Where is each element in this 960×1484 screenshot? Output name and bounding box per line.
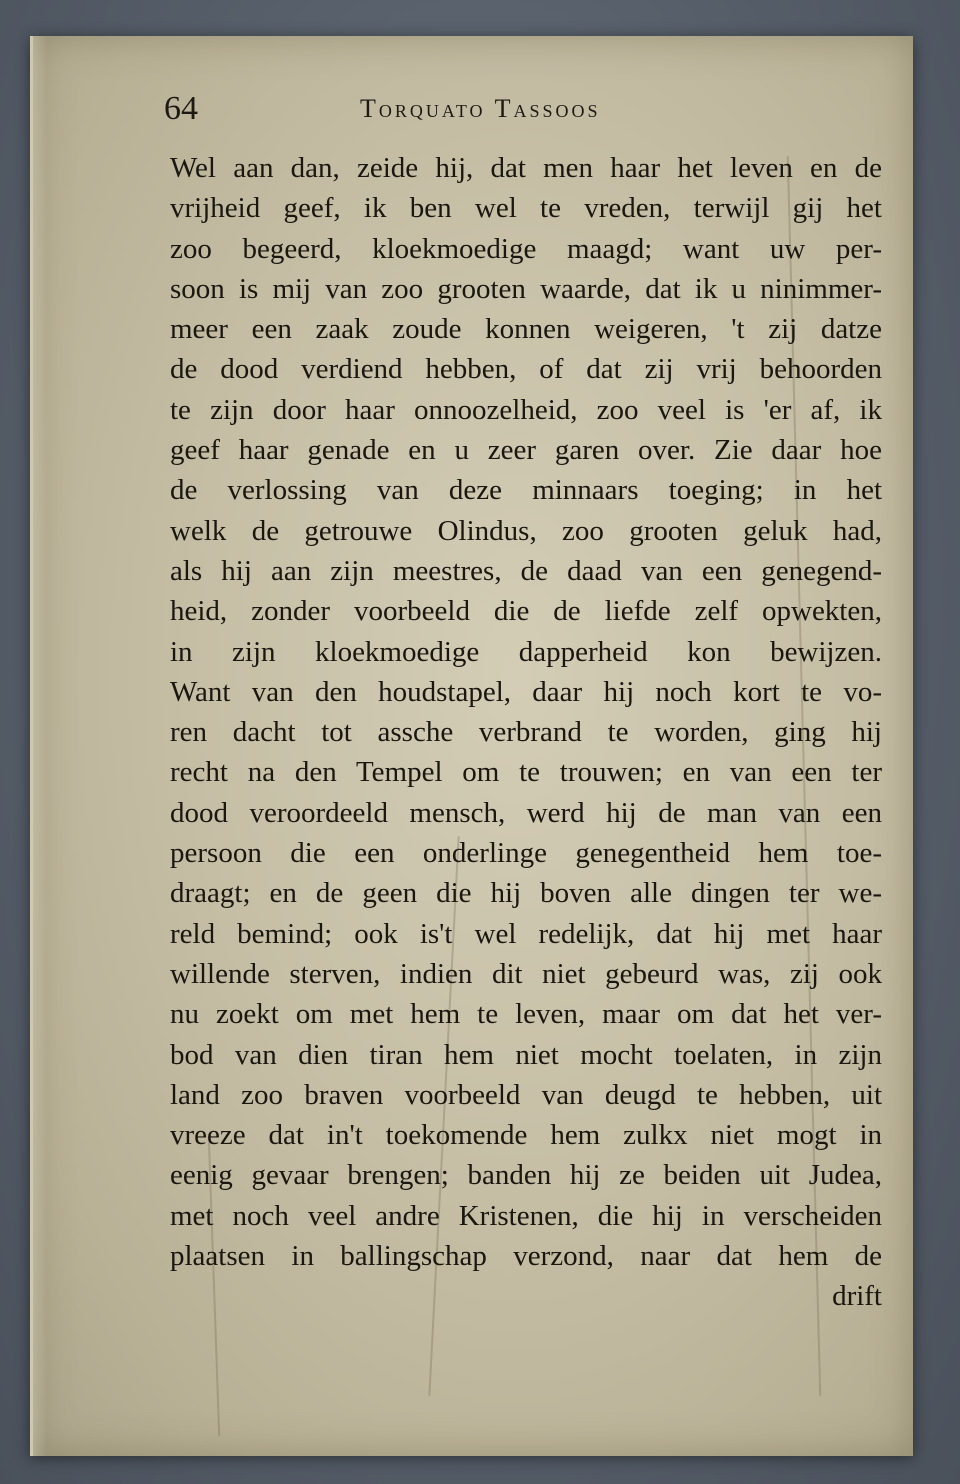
text-line: vrijheid geef, ik ben wel te vreden, terwijl gij het bbox=[170, 192, 882, 225]
text-line: in zijn kloekmoedige dapperheid kon bewijzen. bbox=[170, 635, 882, 668]
text-line: soon is mij van zoo grooten waarde, dat ik u ninimmer- bbox=[170, 272, 882, 305]
text-line: Wel aan dan, zeide hij, dat men haar het leven en de bbox=[170, 152, 882, 184]
text-line: bod van dien tiran hem niet mocht toelaten, in zijn bbox=[170, 1038, 882, 1071]
text-line: Want van den houdstapel, daar hij noch kort te vo- bbox=[170, 675, 882, 708]
running-head bbox=[164, 90, 824, 138]
page-edge bbox=[33, 36, 47, 1456]
catchword: drift bbox=[832, 1280, 882, 1313]
text-line: vreeze dat in't toekomende hem zulkx niet mogt in bbox=[170, 1119, 882, 1152]
text-line: land zoo braven voorbeeld van deugd te hebben, uit bbox=[170, 1078, 882, 1111]
text-line: geef haar genade en u zeer garen over. Zie daar hoe bbox=[170, 434, 882, 467]
text-line: meer een zaak zoude konnen weigeren, 't zij datze bbox=[170, 313, 882, 346]
running-title: Torquato Tassoos bbox=[360, 94, 601, 123]
page-number: 64 bbox=[164, 90, 198, 127]
text-line: recht na den Tempel om te trouwen; en van een ter bbox=[170, 756, 882, 789]
text-line: reld bemind; ook is't wel redelijk, dat hij met haar bbox=[170, 917, 882, 950]
text-line: draagt; en de geen die hij boven alle dingen ter we- bbox=[170, 877, 882, 910]
text-line: eenig gevaar brengen; banden hij ze beiden uit Judea, bbox=[170, 1159, 882, 1192]
text-line: dood veroordeeld mensch, werd hij de man van een bbox=[170, 796, 882, 829]
text-line: nu zoekt om met hem te leven, maar om dat het ver- bbox=[170, 998, 882, 1031]
text-line: de dood verdiend hebben, of dat zij vrij behoorden bbox=[170, 353, 882, 386]
text-line: de verlossing van deze minnaars toeging; in het bbox=[170, 474, 882, 507]
text-line: ren dacht tot assche verbrand te worden, ging hij bbox=[170, 716, 882, 749]
text-line: persoon die een onderlinge genegentheid hem toe- bbox=[170, 837, 882, 870]
text-line: te zijn door haar onnoozelheid, zoo veel is 'er af, ik bbox=[170, 393, 882, 426]
text-line: heid, zonder voorbeeld die de liefde zelf opwekten, bbox=[170, 595, 882, 628]
text-line: met noch veel andre Kristenen, die hij in verscheiden bbox=[170, 1199, 882, 1232]
text-line: welk de getrouwe Olindus, zoo grooten geluk had, bbox=[170, 514, 882, 547]
text-line: zoo begeerd, kloekmoedige maagd; want uw per- bbox=[170, 232, 882, 265]
text-line: als hij aan zijn meestres, de daad van een genegend- bbox=[170, 554, 882, 587]
text-line: plaatsen in ballingschap verzond, naar dat hem de bbox=[170, 1240, 882, 1273]
text-line: willende sterven, indien dit niet gebeurd was, zij ook bbox=[170, 957, 882, 990]
body-text bbox=[170, 148, 882, 1317]
